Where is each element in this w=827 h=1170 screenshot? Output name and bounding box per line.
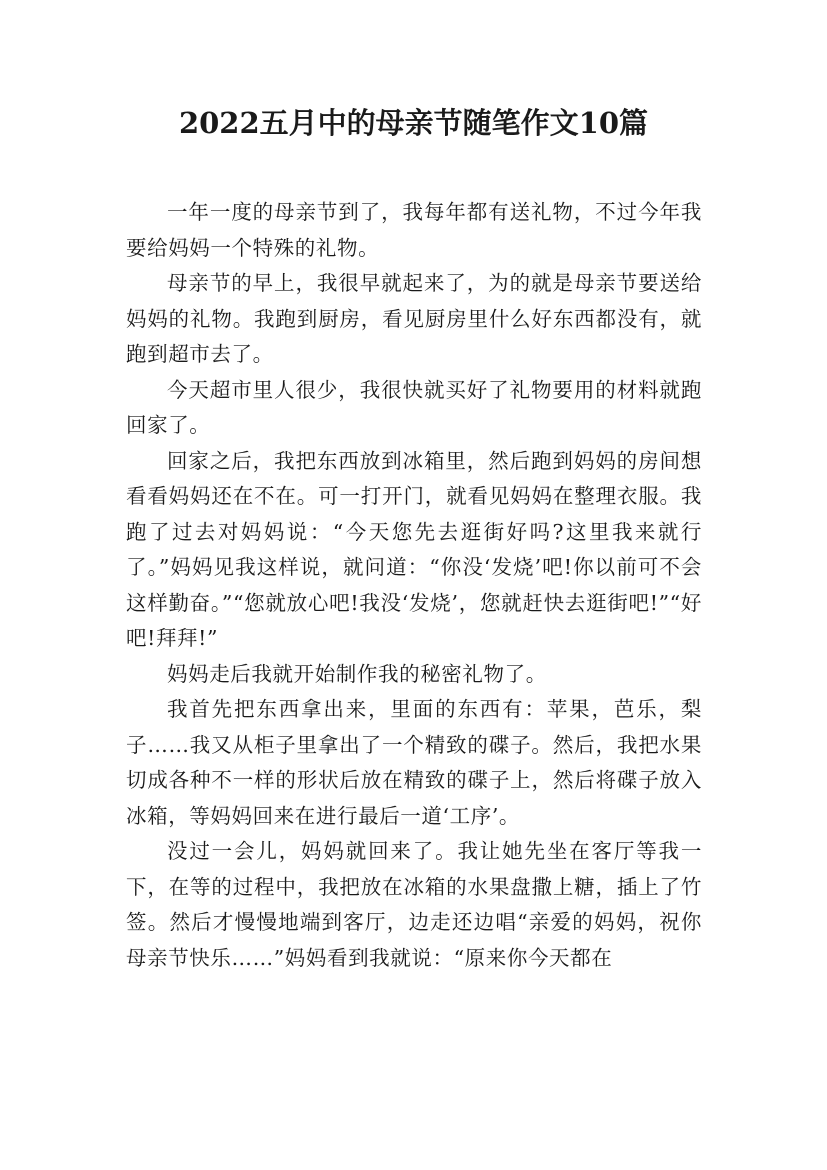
paragraph: 母亲节的早上，我很早就起来了，为的就是母亲节要送给妈妈的礼物。我跑到厨房，看见厨房里什么好东西都没有，就跑到超市去了。: [126, 271, 702, 366]
paragraph: 今天超市里人很少，我很快就买好了礼物要用的材料就跑回家了。: [126, 377, 702, 437]
paragraph: 一年一度的母亲节到了，我每年都有送礼物，不过今年我要给妈妈一个特殊的礼物。: [126, 200, 702, 260]
paragraph: 回家之后，我把东西放到冰箱里，然后跑到妈妈的房间想看看妈妈还在不在。可一打开门，就看见妈妈在整理衣服。我跑了过去对妈妈说：“今天您先去逛街好吗?这里我来就行了。”妈妈见我这样说，就问道：“你没‘发烧’吧!你以前可不会这样勤奋。”“您就放心吧!我没‘发烧’，您就赶快去逛街吧!”“好吧!拜拜!”: [126, 448, 702, 650]
paragraph: 我首先把东西拿出来，里面的东西有：苹果，芭乐，梨子……我又从柜子里拿出了一个精致的碟子。然后，我把水果切成各种不一样的形状后放在精致的碟子上，然后将碟子放入冰箱，等妈妈回来在进行最后一道‘工序’。: [126, 697, 702, 828]
document-title: 2022五月中的母亲节随笔作文10篇: [178, 106, 649, 140]
paragraph: 没过一会儿，妈妈就回来了。我让她先坐在客厅等我一下，在等的过程中，我把放在冰箱的水果盘撒上糖，插上了竹签。然后才慢慢地端到客厅，边走还边唱“亲爱的妈妈，祝你母亲节快乐……”妈妈看到我就说：“原来你今天都在: [126, 839, 702, 970]
paragraph: 妈妈走后我就开始制作我的秘密礼物了。: [167, 661, 547, 686]
document-body: [126, 195, 702, 976]
